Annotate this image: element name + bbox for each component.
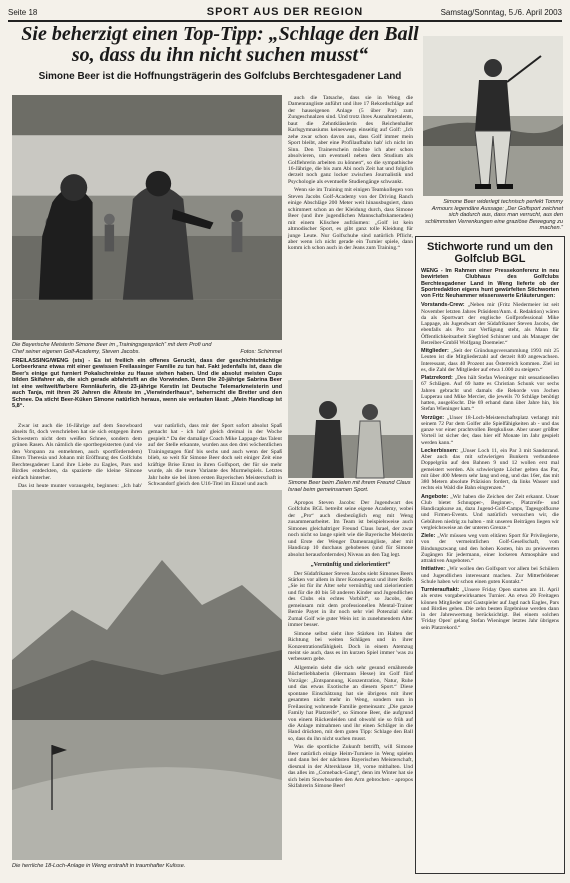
sidebar-body xyxy=(421,302,559,631)
photo-training xyxy=(12,95,282,340)
page-number: Seite 18 xyxy=(8,8,38,17)
caption-photo2: Simone Beer beim Zielen mit ihrem Freund Claus Israel beim gemeinsamen Sport. xyxy=(288,480,411,493)
sidebar-item xyxy=(421,494,559,532)
golf-course-image xyxy=(12,490,282,860)
sidebar-item-term: Vorstands-Crew: xyxy=(421,302,468,309)
sidebar-item-text: „Neben mir (Fritz Niedermeier ist seit November letzten Jahres Präsident/Anm. d. Redaktion) wären da als Sportwart der englische Golfprofessional Mike Lappage, als Jugendwart der Südafrikaner Steven Jacobs, der ebenfalls als Pro zur Verfügung steht, als Mann für Öffentlichkeitsarbeit Siegfried Schinner und als Manager der Betreiber-GmbH Wolfgang Doemeier.“ xyxy=(421,302,559,346)
couple-image xyxy=(288,380,413,478)
caption-photo3: Die herrliche 18-Loch-Anlage in Weng erstrahlt in traumhafter Kulisse. xyxy=(12,863,186,869)
sidebar-item-term: Platzrekord: xyxy=(421,375,455,382)
sidebar-item-term: Initiative: xyxy=(421,566,447,573)
sidebar-box xyxy=(415,236,565,874)
article-column-4 xyxy=(288,500,413,870)
subheadline: Simone Beer ist die Hoffnungsträgerin des Golfclubs Berchtesgadener Land xyxy=(38,71,402,82)
col1-paragraph: Zwar ist auch die 16-Jährige auf dem Snowboard abseits fit, doch verschrieben hat sie sich entgegen ihren Schwestern nicht dem weißen Schnee, sondern dem grünen Rasen. Als nämlich die sportbegeisterten (und vie den Vorspann zu entnehmen, auch sportförderndem) Eltern Theresia und Johann mit Eröffnung des Golfclubs Berchtesgadener Land ihre Liebe zu Eagles, Pars und Birdies entdeckten, da spazierte die kleine Simone einfach hinterher. xyxy=(12,423,142,481)
photo-golf-course xyxy=(12,490,282,860)
article-column-2 xyxy=(148,423,282,488)
section-title: SPORT AUS DER REGION xyxy=(206,6,364,18)
page-header xyxy=(8,6,562,22)
sidebar-item-text: „Unser Loch 11, ein Par 3 mit Sandstrand. Aber auch das mit schwierigen Bunkern verbundene Doppelgrün auf den Bahnen 9 und 12 wollen erst mal gemeistert werden. Als schwierigste Löcher gelten das Par, mit über 400 Metern sehr lang und eng, und das 16er, das mit 380 Metern absolute Präzision fordert, da links Wasser und rechts ein Wald die Bahn eingrenzen.“ xyxy=(421,447,559,492)
photo-credit: Fotos: Schimmel xyxy=(240,349,282,355)
golfer-swing-image xyxy=(423,36,563,196)
col4-paragraph: Simone selbst sieht ihre Stärken im Halten der Richtung bei weiten Schlägen und in ihrer Konzentrationsfähigkeit. Doch in einem Atemzug meint sie auch, dass es im kurzen Spiel immer 'was zu verbessern gebe. xyxy=(288,630,413,663)
col4-paragraph: Was die sportliche Zukunft betrifft, will Simone Beer natürlich einige Heim-Turniere in Weng spielen und dann bei der nächsten Bayerischen Meisterschaft, diesmal in der Altersklasse 18, vorne mithalten. Und das alles im „Comeback-Gang“, denn im Winter hat sie sich beim Snowboarden den Arm gebrochen - apropos Skifahrerin Simone Beer! xyxy=(288,744,413,790)
col4-paragraph: Allgemein sieht die sich sehr gesund ernährende Bücherliebhaberin (Hermann Hesse) im Golf fünf Vorzüge: „Entspannung, Konzentration, Natur, Ruhe und das etwas Exotische an diesem Sport.“ Diese spontane Einschätzung hat sie übrigens mit ihrer gesamten nicht mehr in Weng, sondern nun in Freilassing wohnende Familie gemeinsam: „Die ganze Family hat Platzreife“, so Simone Beer, die aufgrund von einem Rückenleiden und obwohl sie so früh auf die Anlage mitnahmen und ihr einen Schläger in die Hand drückten, mit dem guten Tipp: Schlage den Ball so, dass du ihn nicht suchen musst. xyxy=(288,664,413,742)
photo-golfer-swing xyxy=(423,36,563,196)
sidebar-item xyxy=(421,302,559,346)
sidebar-item-term: Vorzüge: xyxy=(421,414,447,421)
sidebar-item-text: „Den hält Stefan Wieninger mit sensationellen 67 Schlägen. Auf 69 hatte es Christian Schunk vor sechs Jahren gebracht und damals die Rekorde von Jochen Lupperau und Mike Mercier, die jeweils 70 Schläge benötigt hatten, ausgelöscht. Die 69 erhand dann über Jahre hin, bis Stefan Wieninger kam.“ xyxy=(421,375,559,413)
sidebar-item-text: „Unser 18-Loch-Meisterschaftsplatz verlangt mit seinem 72 Par dem Golfer alle Spielfähigkeiten ab - und das ganze vor einer prachtvollen Bergkulisse. Aber unser größter Vorteil ist sicher der, dass hier elf Monate im Jahr gespielt werden kann.“ xyxy=(421,414,559,446)
sidebar-item-text: „Wir müssen weg vom elitären Sport für Privilegierte, von der vermeintlichen Golf-Gesellschaft, vom Bindungszwang und den hohen Kosten, hin zu preiswerten Zugängen für jedermann, einer lockeren Atmosphäre und attraktiven Angeboten.“ xyxy=(421,533,559,565)
caption-photo4: Simone Beer widerlegt technisch perfekt Tommy Armours legendäre Aussage: „Der Golfsport zeichnet sich dadurch aus, dass man verrucht, aus den schlimmsten Verrenkungen eine graziöse Bewegung zu machen.“ xyxy=(425,199,563,232)
sidebar-item-term: Ziele: xyxy=(421,533,438,540)
training-image xyxy=(12,95,282,340)
issue-date: Samstag/Sonntag, 5./6. April 2003 xyxy=(440,8,562,17)
sidebar-title: Stichworte rund um den Golfclub BGL xyxy=(427,241,553,265)
col1-paragraph: Das ist heute munter vorausgeht, beginnen: „Ich hab' xyxy=(18,483,142,490)
col4-paragraph: Der Südafrikaner Steven Jacobs sieht Simones Beers Stärken vor allem in ihrer Konsequenz und ihrer Reife. „Sie ist für ihr Alter sehr vernünftig und zielorientiert und für die 40 bis 50 anderen Kinder und Jugendlichen des Clubs ein echtes Vorbild“, so Jacobs, der gemeinsam mit dem professionellen Mental-Trainer Bernie Payet in ihr noch sehr viel Potenzial sieht. Zumal Golf wie guter Wein ist: in zunehmendem Alter immer besser. xyxy=(288,570,413,629)
article-column-1 xyxy=(12,423,142,490)
sidebar-item-text: „Wir haben die Zeichen der Zeit erkannt. Unser Club bietet Schnupper-, Beginner-, Platzreife- und Handicapkurse an, dazu Jugend-Golf-Camps, Tagesgolfkurse und Firmen-Events. Und natürlich versuchen wir, die Gebühren niedrig zu halten - mit unseren Beiträgen liegen wir vergleichsweise an der unteren Grenze.“ xyxy=(421,493,559,531)
sidebar-item-text: „Wir wollen den Golfsport vor allem bei Schülern und Jugendlichen interessant machen. Zur Mitterfeldener Schule haben wir schon einen guten Kontakt.“ xyxy=(421,566,559,585)
sidebar-item xyxy=(421,566,559,585)
caption-photo1: Die Bayerische Meisterin Simone Beer im „Trainingsgespräch“ mit dem Profi und Chef seiner eigenen Golf-Academy, Steven Jacobs. xyxy=(12,342,212,355)
sidebar-item-term: Mitglieder: xyxy=(421,348,452,355)
sidebar-item-text: „Unsere Friday Open starten am 11. April als erstes vorgabewirksames Turnier. An etwa 20 Freitagen können Mitglieder und Gastspieler auf Jagd nach Eagles, Pars und Birdies gehen. Die zehn besten Ergebnisse werden dann in der Jahreswertung berücksichtigt. Bei einem solchen 'Friday Open' gelang Stefan Wieninger letztes Jahr übrigens sein Platzrekord.“ xyxy=(421,587,559,631)
sidebar-item-term: Leckerbissen: xyxy=(421,447,461,454)
sidebar-intro: WENG - Im Rahmen einer Pressekonferenz in neu bewirteten Clubhaus des Golfclubs Berchtesgadener Land in Weng lieferte ob der Sportredaktion eigens hunt gewürfelten Stichworten von Fritz Neuhammer wissenswerte Erläuterungen: xyxy=(421,268,559,300)
col3-paragraph: auch die Tatsache, dass sie in Weng die Damenrangliste anführt und ihre 17 Rekordschläge auf der hauseigenen Anlage (5 über Par) zum Zungeschnalzen sind. Und trotz ihres Ausnahmetalents, baut die Zehntklässlerin des Reichenhaller Karlsgymnasiums keineswegs einseitig auf Golf: „Ich zehe zwar schon davon aus, dass Golf immer mein Sport bleibt, aber eine Profilaufbahn hab' ich nicht im Sinn. Den Trainerschein möchte ich aber schon absolvieren, um eventuell neben dem Studium als Golflehrerin arbeiten zu können“, so die sympathische 16-Jährige, die bis zum Abi noch Zeit hat und folglich derzeit noch ganz locker zwischen Journalistik und Psychologie als eventuelle Studiengänge schwankt. xyxy=(288,95,413,185)
sidebar-item xyxy=(421,415,559,446)
col4-subhead: „Vernünftig und zielorientiert“ xyxy=(310,562,391,569)
sidebar-item-term: Angebote: xyxy=(421,493,451,500)
article-column-3-live xyxy=(288,95,413,375)
sidebar-item xyxy=(421,375,559,413)
sidebar-item xyxy=(421,533,559,564)
sidebar-item-term: Turnierauftakt: xyxy=(421,587,462,594)
col2-paragraph: war natürlich, dass mir der Sport sofort absolut Spaß gemacht hat - ich hab' gleich dreimal in der Woche gespielt.“ Da der damalige Coach Mike Lappage das Talent auf der Stelle erkannte, wurden aus den drei wöchentlichen Trainingstagen fünf bis sechs und auch wenn der Spaß blieb, so weit für Simone Beer doch seit einiger Zeit eine kräftige Brise Ernst in ihren Golfsport, der für sie mehr wurde, als die teure Variante des Murmelspiels. Letztes Jahr holte sie bei ihren ersten Bayerischen Meisterschaft in Schwandorf gleich den U16-Titel im Einzel und auch xyxy=(148,423,282,488)
sidebar-item-text: „Seit der Gründungsversammlung 1993 mit 25 Leuten ist die Mitgliederzahl auf derzeit 840 angewachsen. Interessant, dass 40 Prozent aus Österreich kommen. Ziel ist es, die Zahl der Mitglieder auf etwa 1.000 zu steigern.“ xyxy=(421,348,559,373)
sidebar-item xyxy=(421,448,559,492)
sidebar-item xyxy=(421,587,559,631)
headline: Sie beherzigt einen Top-Tipp: „Schlage den Ball so, dass du ihn nicht suchen musst“ xyxy=(21,23,419,66)
col4-paragraph: Apropos Steven Jacobs: Der Jugendwart des Golfclubs BGL betreibt seine eigene Academy, wobei der „Pro“ auch diesbezüglich eng mit Weng zusammenarbeitet. Im Team ist beispielsweise auch Simones gleichaltriger Freund Claus Israel, der zwar noch nicht so lange spielt wie die Bayerische Meisterin und Erste der Wenger Damenrangliste, aber mit Handicap 10 durchaus gehobenes (und für Simone absolut herausforderndes) Niveau an den Tag legt. xyxy=(288,500,413,558)
sidebar-item xyxy=(421,348,559,373)
photo-freund xyxy=(288,380,413,478)
col3-paragraph: Wenn sie im Training mit einigen Teamkollegen von Steven Jacobs Golf-Academy von der Driving Ranch einige Abschläge 200 Meter weit hinausbugsiert, dann schimmert schon an der Kleidung durch, dass Simone Beer (und ihre jugendlichen Mannschaftskameraden) mit einem Klischee aufräumen: „Golf ist kein altmodischer Sport, es gibt ganz tolle Kleidung für junge Leute. Nur Golfschuhe sind natürlich Pflicht, aber wenn ich nicht gerade ein Turnier spiele, dann komm ich schon auch in der Jeans zum Training.“ xyxy=(288,187,413,252)
lead-paragraph: FREILASSING/WENG (sts) - Es ist freilich ein offenes Geruckt, dass der geschichtsträchtige Lorbeerkranz etwas mit einer gewissen Freilassinger Familie zu tun hat. Fakt jedenfalls ist, dass die Beer's einige gut furniert Pokalschreinke zu Hause stehen haben. Und die absolut meisten Cups bilden Skifahrer ab, die sich gerade abfahrtsfit an die Vorwinden. Denn Die 20-jährige Sabrina Beer ist eine weltweit/farbere Rennläuferin, die 23-jährige Kerstin ist Deutsche Telemarkmeisterin und auch Tanja, mit ihren 26 Jahren die Älteste im „Vierwinderlhaus“, beherrscht die Bretter und den Schnee. Da sticht Beer-Küken Simone natürlich heraus, wenn sie verlauten lässt: „Mein Handicap ist 5,8“. xyxy=(12,358,282,410)
